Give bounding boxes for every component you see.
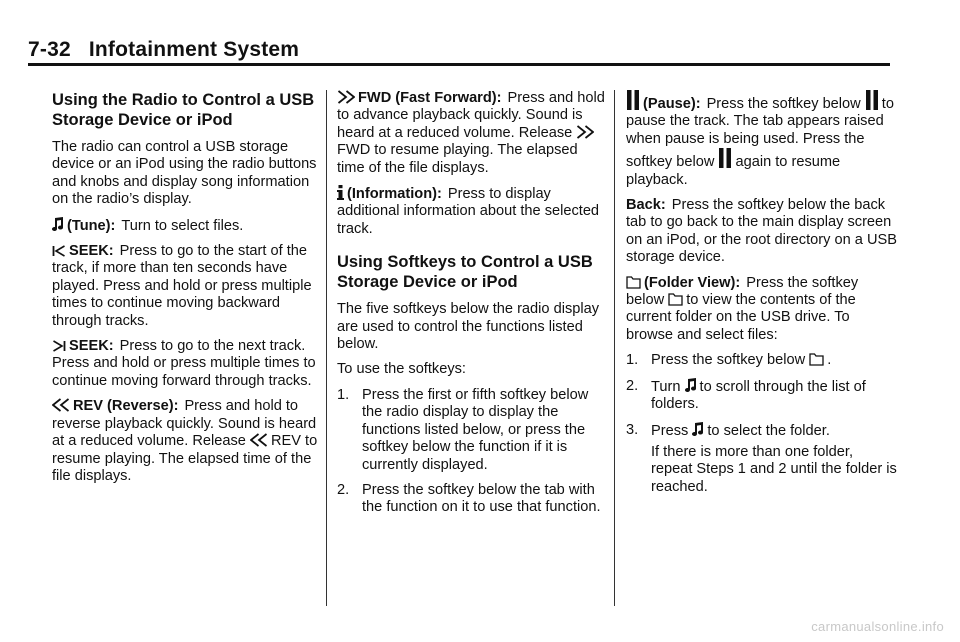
folder-icon [626, 276, 641, 289]
step-number: 1. [337, 386, 350, 403]
folder-icon [809, 353, 824, 366]
page-header [28, 38, 299, 62]
column-1 [52, 90, 324, 493]
list-item [626, 422, 898, 440]
step-text-2: to scroll through the list of folders. [651, 378, 866, 413]
softkeys-to-use: To use the softkeys: [337, 361, 466, 378]
information-text: Press to display additional information about the selected track. [337, 186, 600, 237]
reverse-paragraph [52, 398, 324, 485]
folder-icon [668, 293, 683, 306]
list-item [626, 352, 898, 369]
music-note-icon [52, 217, 64, 232]
pause-paragraph [626, 90, 898, 189]
step-number: 1. [626, 352, 639, 369]
music-note-icon [692, 422, 704, 437]
column-divider [326, 90, 327, 606]
pause-icon [718, 148, 732, 168]
seek-forward-icon [52, 340, 66, 352]
seek-back-text: Press to go to the start of the track, if more than ten seconds have played. Press and hold or press multiple times to continue moving backward through tracks. [52, 243, 312, 329]
reverse-icon [52, 398, 70, 412]
reverse-text-1: Press and hold to reverse playback quickly. Sound is heard at a reduced volume. Release [52, 398, 317, 450]
watermark: carmanualsonline.info [811, 619, 944, 634]
page-title: Infotainment System [88, 38, 300, 61]
pause-label: (Pause): [643, 96, 701, 112]
information-paragraph [337, 185, 609, 238]
fast-forward-paragraph [337, 90, 609, 177]
reverse-label: REV (Reverse): [73, 398, 179, 415]
music-note-icon [685, 378, 697, 393]
step-3-note: If there is more than one folder, repeat Steps 1 and 2 until the folder is reached. [651, 443, 897, 495]
reverse-icon [250, 433, 268, 447]
fast-forward-icon [576, 125, 594, 139]
column-3 [626, 90, 898, 504]
pause-text-3: again to resume playback. [626, 154, 841, 188]
step-number: 2. [337, 481, 350, 498]
tune-label: (Tune): [67, 217, 116, 234]
intro-paragraph: The radio can control a USB storage device or an iPod using the radio buttons and knobs and display song information on the radio’s display. [52, 139, 317, 208]
tune-text: Turn to select files. [121, 217, 244, 234]
folder-view-text-2: to view the contents of the current folder on the USB drive. To browse and select files: [626, 292, 856, 343]
step-text-2: to select the folder. [707, 422, 830, 439]
folder-view-text-1: Press the softkey below [626, 274, 859, 309]
section-heading: Using Softkeys to Control a USB Storage Device or iPod [337, 253, 593, 292]
folder-view-label: (Folder View): [644, 274, 741, 291]
softkey-steps [337, 387, 609, 517]
step-text: Press the first or fifth softkey below the radio display to display the functions listed below, or press the softkey below the function if it is currently displayed. [362, 386, 589, 473]
header-rule [28, 63, 890, 66]
seek-forward-text: Press to go to the next track. Press and hold or press multiple times to continue moving forward through tracks. [52, 338, 316, 389]
tune-paragraph [52, 217, 324, 235]
info-icon [337, 185, 344, 200]
back-label: Back: [626, 197, 666, 214]
folder-steps [626, 352, 898, 440]
pause-icon [626, 90, 640, 110]
reverse-text-2: REV to resume playing. The elapsed time of the file displays. [52, 433, 318, 484]
fast-forward-icon [337, 90, 355, 104]
pause-text-2: to pause the track. The tab appears raised when pause is being used. Press the softkey below [626, 96, 894, 171]
step-text: Press the softkey below the tab with the function on it to use that function. [362, 481, 601, 516]
step-text-1: Press [651, 422, 689, 439]
folder-view-paragraph [626, 275, 898, 345]
seek-back-paragraph [52, 243, 324, 330]
pause-text-1: Press the softkey below [706, 96, 861, 112]
step-text-1: Press the softkey below [651, 352, 806, 369]
step-text-1: Turn [651, 378, 681, 395]
list-item [337, 387, 609, 474]
seek-back-label: SEEK: [69, 243, 114, 260]
seek-back-icon [52, 245, 66, 257]
pause-icon [865, 90, 879, 110]
fast-forward-text-1: Press and hold to advance playback quickly. Sound is heard at a reduced volume. Release [337, 90, 605, 141]
seek-forward-paragraph [52, 338, 324, 390]
information-label: (Information): [347, 186, 442, 203]
page-number: 7-32 [28, 38, 71, 61]
fast-forward-label: FWD (Fast Forward): [358, 90, 502, 106]
seek-forward-label: SEEK: [69, 338, 114, 355]
step-text-2: . [827, 352, 832, 369]
section-heading: Using the Radio to Control a USB Storage Device or iPod [52, 91, 315, 129]
back-paragraph [626, 197, 898, 267]
step-number: 3. [626, 421, 639, 438]
list-item [626, 378, 898, 414]
column-divider [614, 90, 615, 606]
back-text: Press the softkey below the back tab to go back to the main display screen on an iPod, or the root directory on a USB storage device. [626, 197, 897, 266]
softkeys-intro: The five softkeys below the radio display are used to control the functions listed below. [337, 301, 600, 353]
column-2 [337, 90, 609, 525]
fast-forward-text-2: FWD to resume playing. The elapsed time of the file displays. [337, 142, 578, 176]
step-number: 2. [626, 377, 639, 394]
list-item [337, 482, 609, 517]
